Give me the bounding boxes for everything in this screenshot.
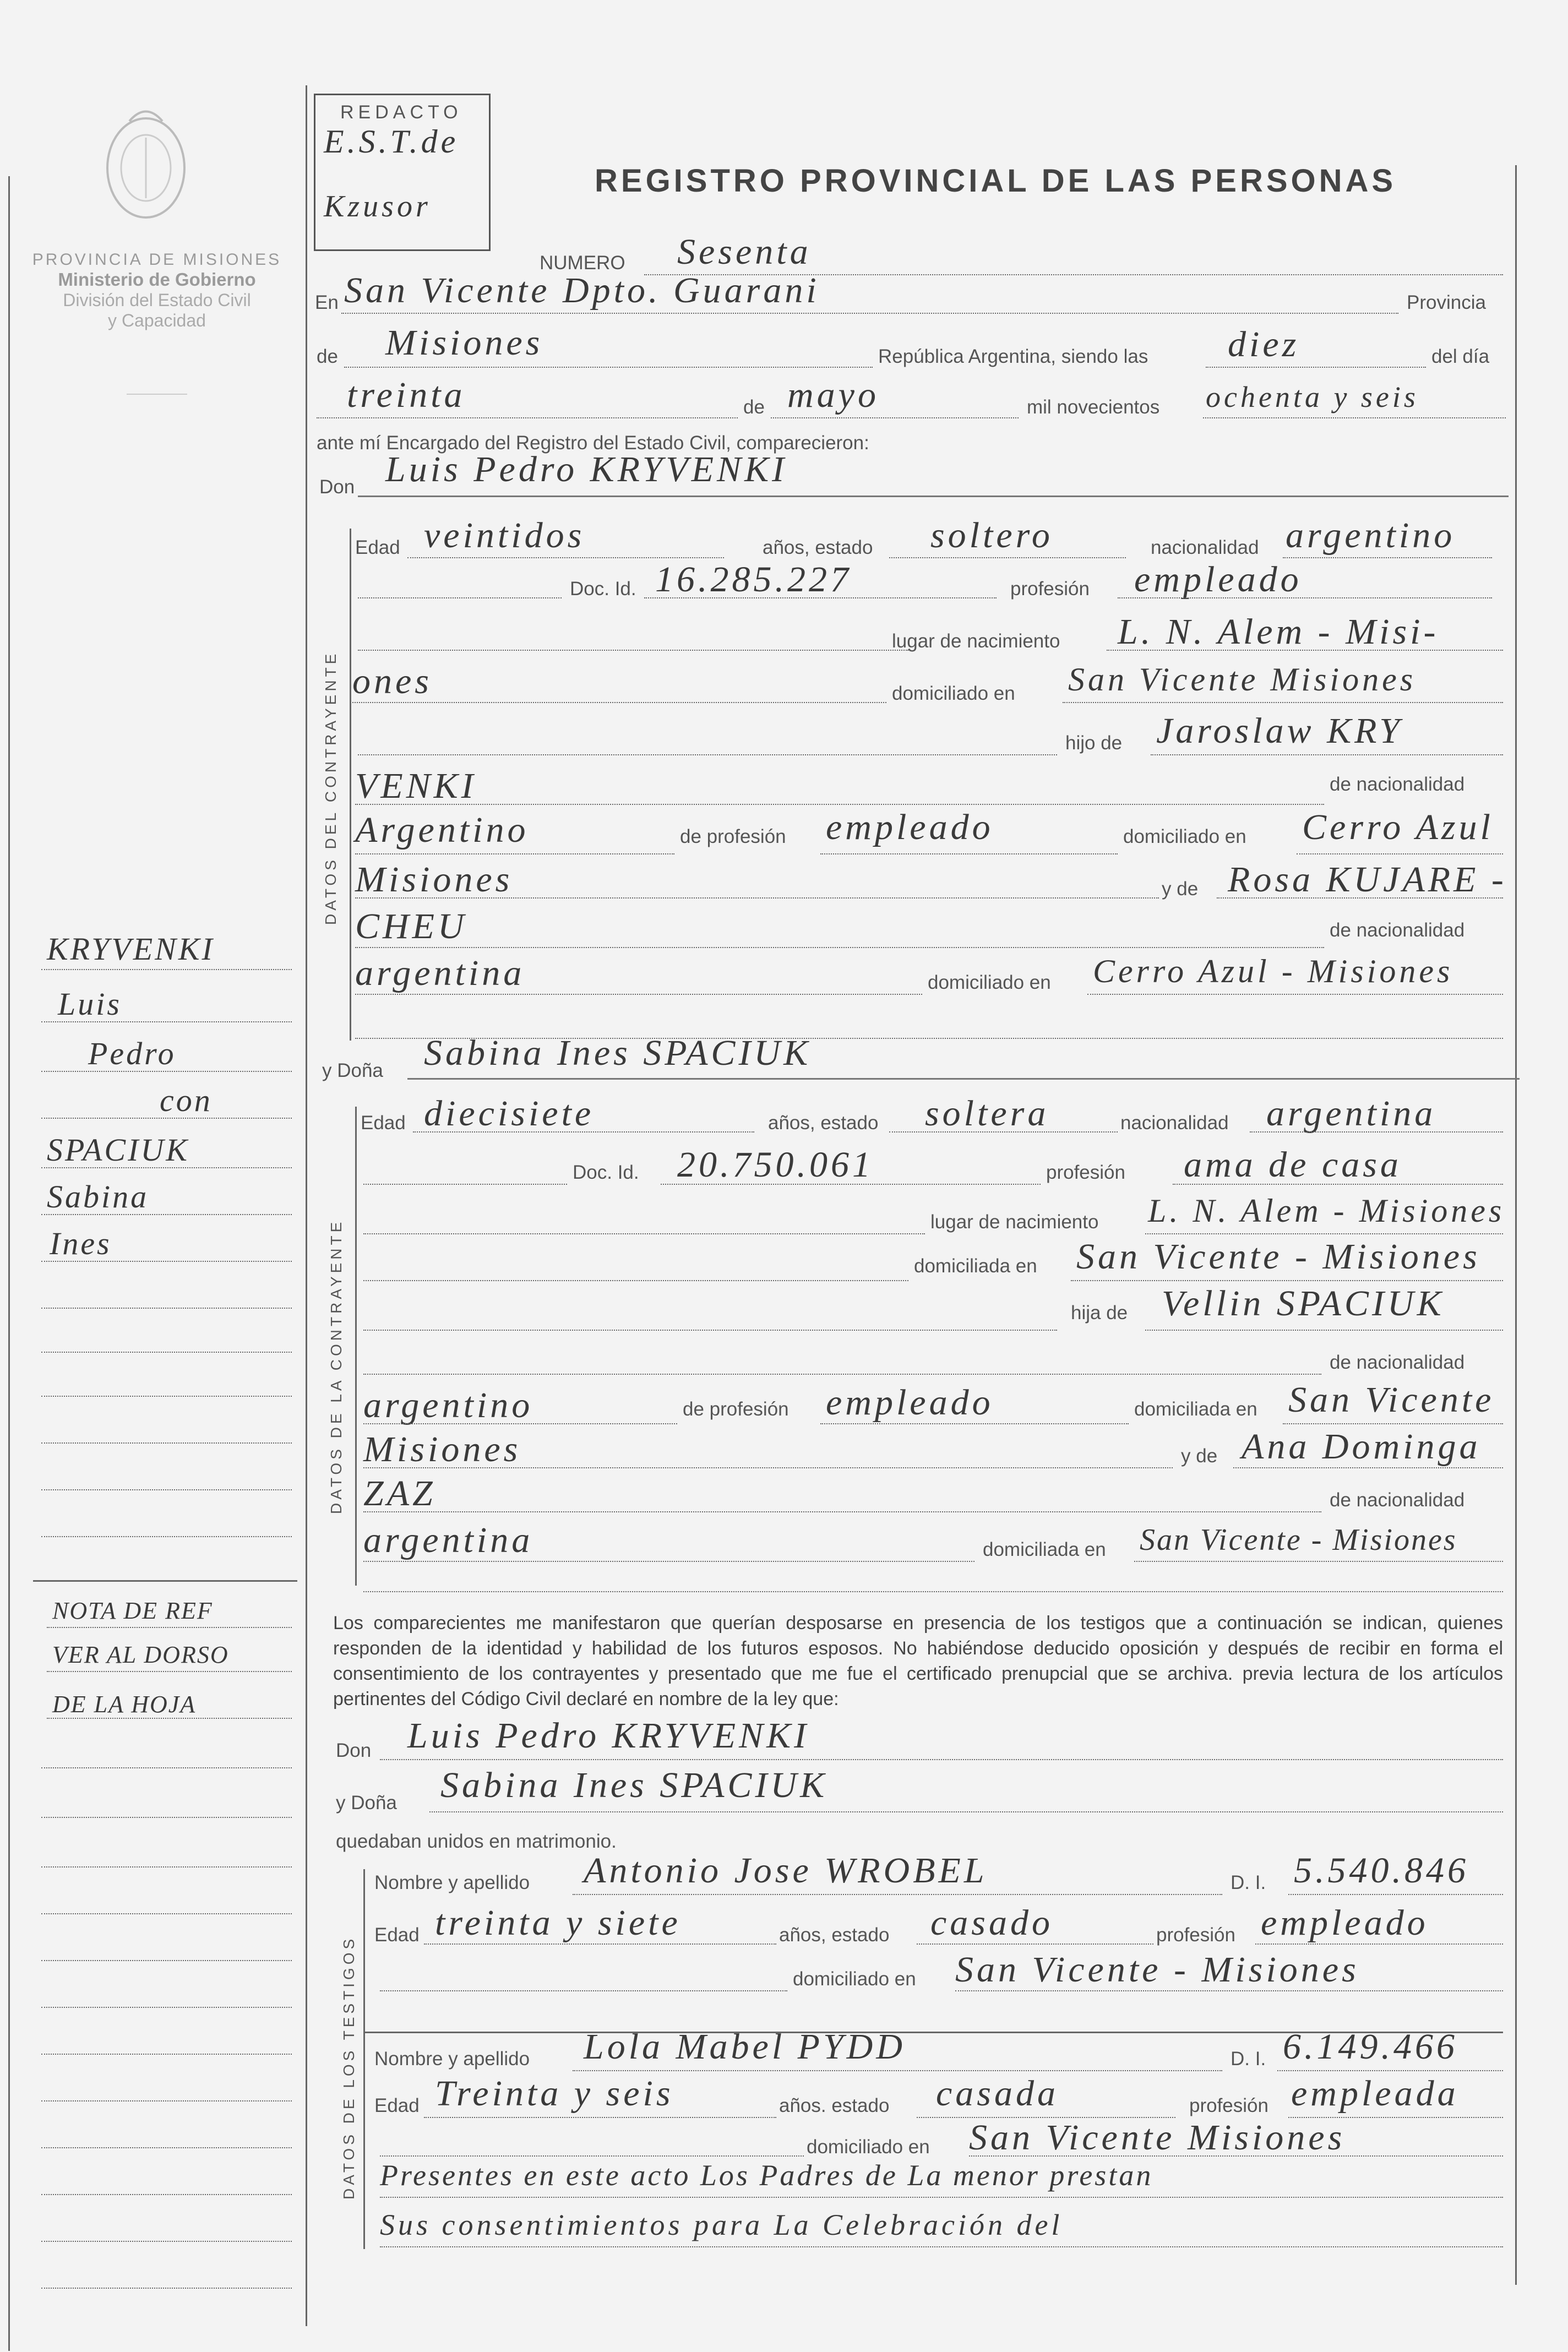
- redacto-stamp: [314, 94, 491, 251]
- f-doc-value: 20.750.061: [677, 1145, 874, 1185]
- testigos-side-label: DATOS DE LOS TESTIGOS: [340, 1935, 357, 2199]
- c-madre-dom-label: domiciliado en: [928, 972, 1051, 993]
- t2-nombre-label: Nombre y apellido: [374, 2048, 530, 2070]
- t2-di: 6.149.466: [1283, 2027, 1458, 2067]
- c-madre-nac: argentina: [355, 953, 525, 993]
- f-dom-value: San Vicente - Misiones: [1076, 1237, 1480, 1277]
- en-value: San Vicente Dpto. Guarani: [344, 270, 820, 311]
- testigos-bracket: [363, 1869, 365, 2249]
- anio-value: ochenta y seis: [1206, 380, 1419, 413]
- margin-ines: Ines: [50, 1226, 112, 1261]
- form-right-border: [1515, 165, 1517, 2285]
- t1-dom-label: domiciliado en: [793, 1968, 916, 1990]
- left-margin-line: [8, 176, 10, 2351]
- f-deprof-label: de profesión: [683, 1398, 789, 1420]
- c-deprof-label: de profesión: [680, 826, 786, 847]
- ministry-division: División del Estado Civil: [63, 290, 251, 310]
- t1-nombre-label: Nombre y apellido: [374, 1872, 530, 1893]
- en-label: En: [315, 292, 339, 313]
- dona-value: Sabina Ines SPACIUK: [424, 1033, 812, 1073]
- republica-label: República Argentina, siendo las: [878, 346, 1148, 367]
- f-padre-nac: argentino: [363, 1385, 533, 1425]
- t2-prof: empleada: [1291, 2073, 1459, 2114]
- f-dom-label: domiciliada en: [914, 1255, 1037, 1277]
- ministry-province: PROVINCIA DE MISIONES: [32, 251, 282, 269]
- f-lugar-label: lugar de nacimiento: [930, 1211, 1099, 1233]
- stamp-hw1: E.S.T.de: [324, 123, 459, 160]
- c-edad-label: Edad: [355, 537, 400, 558]
- provincia-label: Provincia: [1407, 292, 1486, 313]
- c-lugar-value: L. N. Alem - Misi-: [1118, 612, 1439, 652]
- c-padre-dom2: Misiones: [355, 859, 513, 900]
- quedaban-label: quedaban unidos en matrimonio.: [336, 1831, 617, 1852]
- c-doc-label: Doc. Id.: [570, 578, 636, 600]
- f-nac-label: nacionalidad: [1120, 1112, 1229, 1134]
- margin-kryvenki: KRYVENKI: [47, 931, 215, 967]
- c-anos-label: años, estado: [763, 537, 873, 558]
- c-madre-dom: Cerro Azul - Misiones: [1093, 953, 1453, 989]
- t1-prof: empleado: [1261, 1903, 1429, 1943]
- f-madre-nac: argentina: [363, 1520, 533, 1560]
- union-dona-label: y Doña: [336, 1792, 397, 1814]
- f-padre-prof: empleado: [826, 1382, 994, 1423]
- union-don-label: Don: [336, 1740, 372, 1761]
- margin-note3: DE LA HOJA: [52, 1691, 197, 1718]
- t1-prof-label: profesión: [1156, 1924, 1235, 1946]
- f-padre-dom: San Vicente: [1288, 1380, 1495, 1420]
- margin-con: con: [160, 1082, 213, 1118]
- testigos-note2: Sus consentimientos para La Celebración del: [380, 2208, 1063, 2241]
- de2-label: de: [743, 396, 765, 418]
- c-padre-value2: VENKI: [355, 766, 477, 806]
- t1-nombre: Antonio Jose WROBEL: [584, 1850, 988, 1891]
- f-padre-dom-label: domiciliada en: [1134, 1398, 1257, 1420]
- don-label: Don: [319, 476, 355, 498]
- f-madre-dom: San Vicente - Misiones: [1140, 1523, 1457, 1557]
- page-title: REGISTRO PROVINCIAL DE LAS PERSONAS: [595, 163, 1397, 199]
- f-padre-value: Vellin SPACIUK: [1162, 1283, 1445, 1324]
- form-left-border: [306, 85, 307, 2326]
- contrayente-side-label: DATOS DEL CONTRAYENTE: [322, 650, 339, 925]
- c-prof-label: profesión: [1010, 578, 1090, 600]
- t1-anos-label: años, estado: [779, 1924, 890, 1946]
- t2-di-label: D. I.: [1231, 2048, 1266, 2070]
- t1-edad-label: Edad: [374, 1924, 420, 1946]
- c-padre-prof: empleado: [826, 807, 994, 847]
- f-anos-label: años, estado: [768, 1112, 879, 1134]
- f-padre-dom2: Misiones: [363, 1429, 521, 1469]
- margin-luis: Luis: [58, 986, 122, 1022]
- numero-value: Sesenta: [677, 232, 812, 272]
- f-edad-label: Edad: [361, 1112, 406, 1134]
- t2-nombre: Lola Mabel PYDD: [584, 2027, 906, 2067]
- c-padre-value: Jaroslaw KRY: [1156, 711, 1403, 751]
- f-estado-value: soltera: [925, 1093, 1049, 1134]
- t2-edad: Treinta y seis: [435, 2073, 674, 2114]
- c-dom-value: San Vicente Misiones: [1068, 661, 1417, 698]
- t1-di-label: D. I.: [1231, 1872, 1266, 1893]
- del-dia-label: del día: [1431, 346, 1490, 367]
- t2-prof-label: profesión: [1189, 2095, 1268, 2116]
- f-denac-label: de nacionalidad: [1330, 1352, 1465, 1373]
- c-madre-value: Rosa KUJARE -: [1228, 859, 1507, 900]
- mes-value: mayo: [787, 375, 879, 415]
- numero-label: NUMERO: [540, 252, 625, 274]
- c-lugar-label: lugar de nacimiento: [892, 630, 1060, 652]
- c-estado-value: soltero: [930, 515, 1053, 556]
- c-lugar-value2: ones: [352, 661, 432, 701]
- c-hijo-label: hijo de: [1065, 732, 1123, 754]
- c-denac2-label: de nacionalidad: [1330, 919, 1465, 941]
- f-prof-value: ama de casa: [1184, 1145, 1402, 1185]
- dona-label: y Doña: [322, 1060, 383, 1081]
- c-denac-label: de nacionalidad: [1330, 774, 1465, 795]
- don-value: Luis Pedro KRYVENKI: [385, 449, 788, 489]
- margin-note1: NOTA DE REF: [52, 1597, 213, 1624]
- t1-di: 5.540.846: [1294, 1850, 1469, 1891]
- ante-label: ante mí Encargado del Registro del Estado Civil, comparecieron:: [317, 432, 869, 454]
- c-dom-label: domiciliado en: [892, 683, 1015, 704]
- c-padre-nac: Argentino: [355, 810, 529, 850]
- contrayenta-side-label: DATOS DE LA CONTRAYENTE: [328, 1218, 345, 1514]
- dia-value: treinta: [347, 375, 466, 415]
- ministry-divider: [127, 394, 187, 395]
- ministry-name: Ministerio de Gobierno: [58, 269, 256, 290]
- f-denac2-label: de nacionalidad: [1330, 1489, 1465, 1511]
- c-padre-dom-label: domiciliado en: [1123, 826, 1246, 847]
- t2-dom: San Vicente Misiones: [969, 2117, 1346, 2158]
- f-doc-label: Doc. Id.: [573, 1162, 639, 1183]
- c-prof-value: empleado: [1134, 559, 1302, 600]
- c-yde-label: y de: [1162, 878, 1199, 900]
- stamp-hw2: Kzusor: [324, 189, 431, 224]
- margin-pedro: Pedro: [88, 1036, 176, 1071]
- margin-spaciuk: SPACIUK: [47, 1132, 189, 1168]
- t1-estado: casado: [930, 1903, 1053, 1943]
- stamp-label: REDACTO: [340, 102, 462, 123]
- f-prof-label: profesión: [1046, 1162, 1125, 1183]
- t2-edad-label: Edad: [374, 2095, 420, 2116]
- union-don-value: Luis Pedro KRYVENKI: [407, 1716, 810, 1756]
- c-padre-dom: Cerro Azul: [1302, 807, 1494, 847]
- de-value: Misiones: [385, 323, 543, 363]
- margin-sabina: Sabina: [47, 1179, 149, 1215]
- f-madre-value2: ZAZ: [363, 1473, 436, 1513]
- c-madre-value2: CHEU: [355, 906, 467, 946]
- t2-estado: casada: [936, 2073, 1059, 2114]
- contrayente-bracket: [350, 529, 351, 1041]
- union-dona-value: Sabina Ines SPACIUK: [440, 1765, 828, 1805]
- t1-dom: San Vicente - Misiones: [955, 1950, 1359, 1990]
- f-yde-label: y de: [1181, 1445, 1218, 1467]
- hora-value: diez: [1228, 324, 1300, 364]
- c-nac-value: argentino: [1286, 515, 1456, 556]
- contrayenta-bracket: [355, 1107, 357, 1586]
- testigos-note1: Presentes en este acto Los Padres de La menor prestan: [380, 2159, 1153, 2192]
- f-nac-value: argentina: [1266, 1093, 1436, 1134]
- c-nac-label: nacionalidad: [1151, 537, 1259, 558]
- f-madre-value: Ana Dominga: [1242, 1427, 1481, 1467]
- c-edad-value: veintidos: [424, 515, 585, 556]
- margin-note2: VER AL DORSO: [52, 1641, 229, 1668]
- consent-paragraph: Los comparecientes me manifestaron que querían desposarse en presencia de los testigos que a continuación se indican, quienes responden de la identidad y habilidad de los futuros esposos. No habiéndose deducido oposición y después de recibir en forma el consentimiento de los contrayentes y presentado que me fue el certificado prenupcial que se archiva. previa lectura de los artículos pertinentes del Código Civil declaré en nombre de la ley que:: [333, 1613, 1503, 1709]
- ministry-capacity: y Capacidad: [108, 311, 206, 330]
- t2-anos-label: años. estado: [779, 2095, 890, 2116]
- de-label: de: [317, 346, 338, 367]
- mil-label: mil novecientos: [1027, 396, 1160, 418]
- f-madre-dom-label: domiciliada en: [983, 1539, 1106, 1560]
- f-lugar-value: L. N. Alem - Misiones: [1148, 1193, 1505, 1229]
- provincial-seal-icon: [96, 99, 195, 226]
- t2-dom-label: domiciliado en: [807, 2136, 930, 2158]
- f-edad-value: diecisiete: [424, 1093, 595, 1134]
- c-doc-value: 16.285.227: [655, 559, 852, 600]
- t1-edad: treinta y siete: [435, 1903, 681, 1943]
- f-hija-label: hija de: [1071, 1302, 1128, 1324]
